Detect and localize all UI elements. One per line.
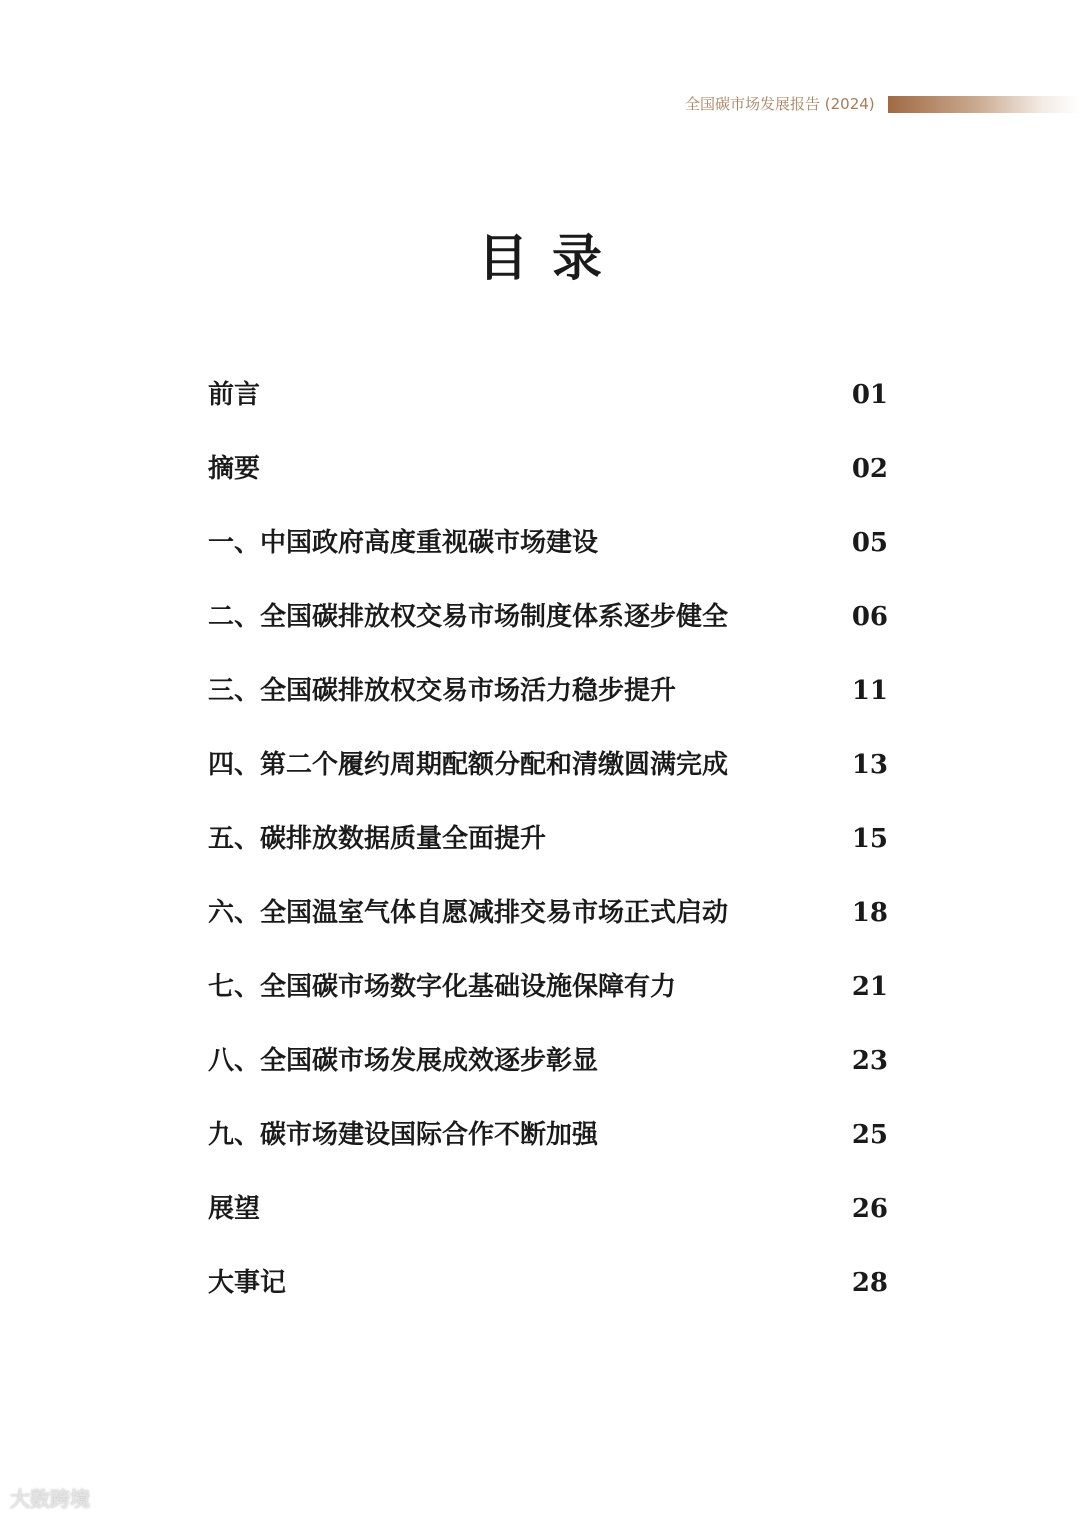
toc-entry-page: 05 bbox=[851, 528, 888, 558]
toc-entry[interactable] bbox=[208, 950, 888, 1024]
toc-entry-page: 13 bbox=[851, 750, 888, 780]
toc-entry[interactable] bbox=[208, 580, 888, 654]
toc-entry-label: 二、全国碳排放权交易市场制度体系逐步健全 bbox=[208, 602, 729, 632]
toc-entry-page: 26 bbox=[851, 1194, 888, 1224]
toc-entry-page: 01 bbox=[851, 380, 888, 410]
toc-entry-label: 七、全国碳市场数字化基础设施保障有力 bbox=[208, 972, 677, 1002]
toc-entry[interactable] bbox=[208, 432, 888, 506]
toc-entry-page: 15 bbox=[851, 824, 888, 854]
toc-entry-page: 21 bbox=[851, 972, 888, 1002]
toc-entry-label: 四、第二个履约周期配额分配和清缴圆满完成 bbox=[208, 750, 729, 780]
toc-entry-page: 18 bbox=[851, 898, 888, 928]
toc-entry[interactable] bbox=[208, 1024, 888, 1098]
toc-entry-label: 三、全国碳排放权交易市场活力稳步提升 bbox=[208, 676, 677, 706]
toc-entry[interactable] bbox=[208, 802, 888, 876]
toc-entry-label: 一、中国政府高度重视碳市场建设 bbox=[208, 528, 599, 558]
toc-entry-page: 02 bbox=[851, 454, 888, 484]
toc-entry[interactable] bbox=[208, 1246, 888, 1320]
toc-entry-page: 25 bbox=[851, 1120, 888, 1150]
toc-entry-page: 11 bbox=[851, 676, 888, 706]
toc-entry[interactable] bbox=[208, 728, 888, 802]
watermark-logo bbox=[10, 1483, 90, 1512]
toc-entry-label: 六、全国温室气体自愿减排交易市场正式启动 bbox=[208, 898, 729, 928]
toc-entry-label: 九、碳市场建设国际合作不断加强 bbox=[208, 1120, 599, 1150]
toc-entry-page: 28 bbox=[851, 1268, 888, 1298]
toc-entry-label: 摘要 bbox=[208, 454, 261, 484]
header-gradient-bar bbox=[888, 96, 1080, 113]
toc-entry-label: 大事记 bbox=[208, 1268, 287, 1298]
toc-entry-label: 展望 bbox=[208, 1194, 261, 1224]
toc-entry[interactable] bbox=[208, 654, 888, 728]
toc-entry[interactable] bbox=[208, 1172, 888, 1246]
toc-entry-page: 06 bbox=[851, 602, 888, 632]
watermark-text: 大数跨境 bbox=[10, 1487, 90, 1511]
table-of-contents bbox=[208, 358, 888, 1320]
toc-entry-page: 23 bbox=[851, 1046, 888, 1076]
toc-entry-label: 五、碳排放数据质量全面提升 bbox=[208, 824, 547, 854]
page-title: 目录 bbox=[478, 228, 626, 287]
toc-entry[interactable] bbox=[208, 1098, 888, 1172]
toc-entry[interactable] bbox=[208, 876, 888, 950]
toc-entry-label: 八、全国碳市场发展成效逐步彰显 bbox=[208, 1046, 599, 1076]
toc-entry[interactable] bbox=[208, 506, 888, 580]
toc-entry[interactable] bbox=[208, 358, 888, 432]
toc-entry-label: 前言 bbox=[208, 380, 261, 410]
running-header: 全国碳市场发展报告 (2024) bbox=[685, 95, 875, 113]
